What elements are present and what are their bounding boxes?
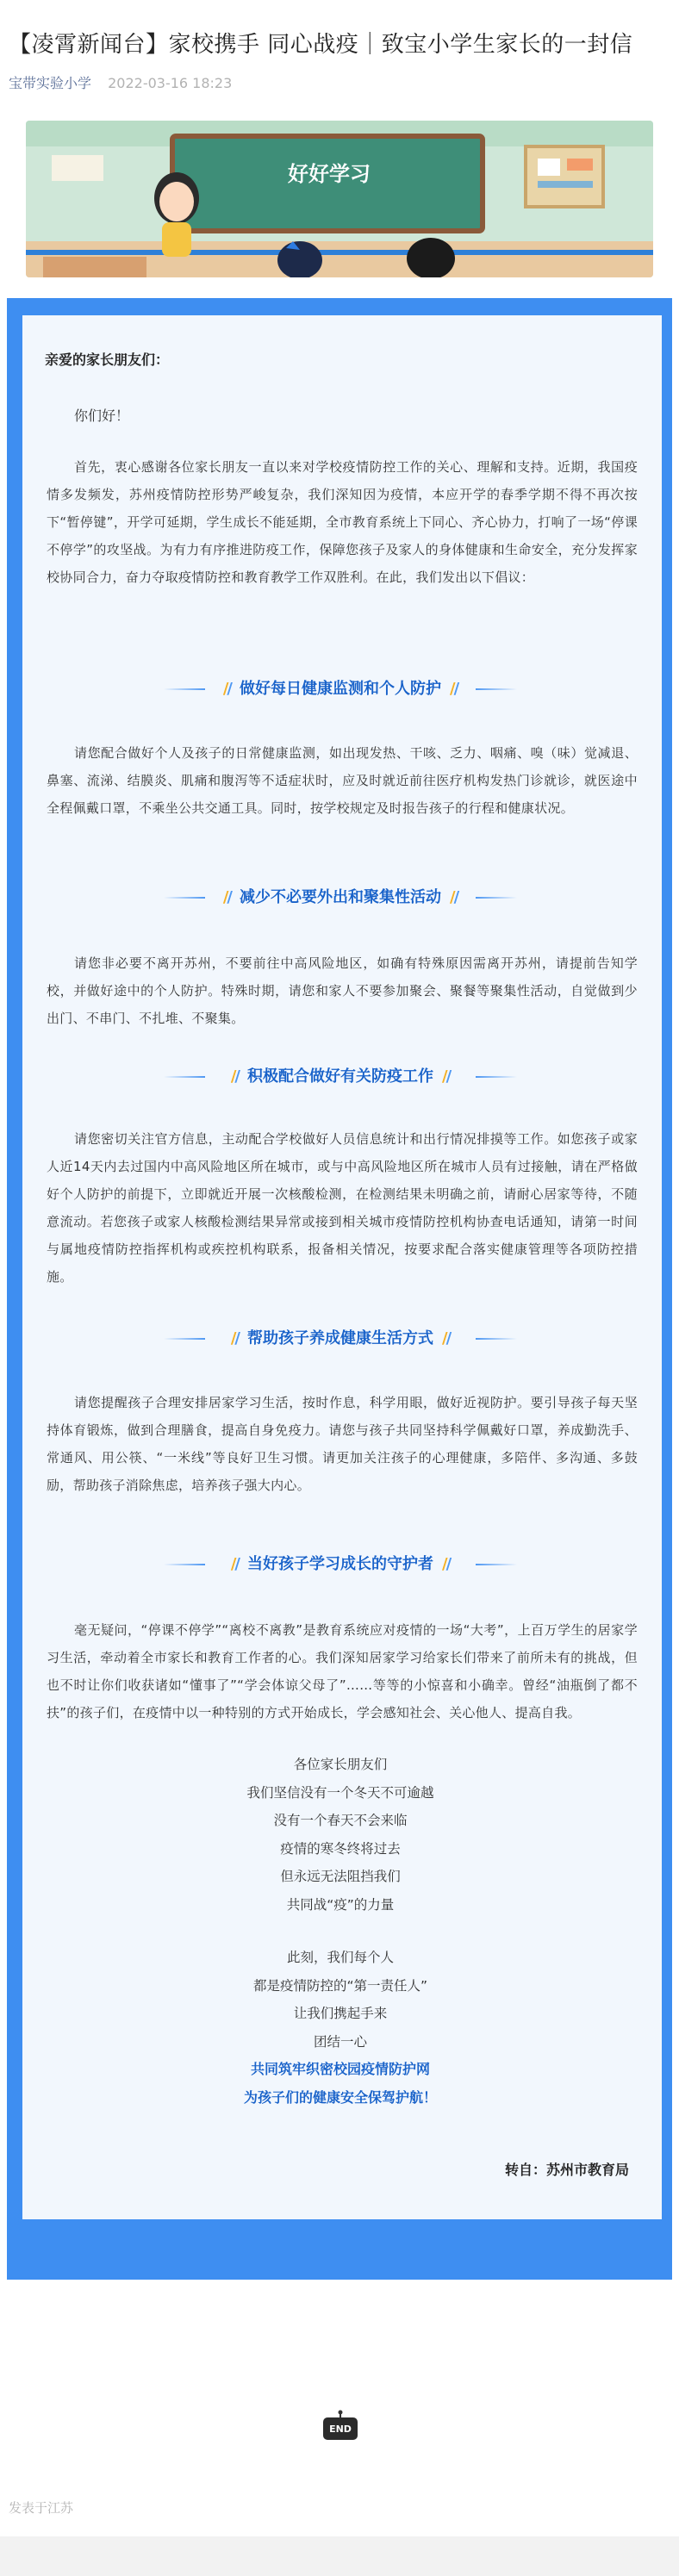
- decor-slash-icon: //: [230, 1067, 239, 1086]
- section-body: 毫无疑问，“停课不停学”“离校不离教”是教育系统应对疫情的一场“大考”，上百万学生的居家学习生活，牵动着全市家长和教育工作者的心。我们深知居家学习给家长们带来了前所未有的挑战，但也不时让你们收获诸如“懂事了”“学会体谅父母了”……等等的小惊喜和小确幸。曾经“油瓶倒了都不扶”的孩子们，在疫情中以一种特别的方式开始成长，学会感知社会、关心他人、提高自我。: [47, 1622, 638, 1720]
- end-label: END: [329, 2424, 352, 2435]
- decor-slash-icon: //: [450, 680, 458, 698]
- article-meta: [9, 72, 232, 92]
- section-heading: // 当好孩子学习成长的守护者 //: [43, 1547, 638, 1582]
- author-link[interactable]: 宝带实验小学: [9, 75, 92, 91]
- publish-date: 2022-03-16 18:23: [108, 75, 233, 91]
- section-body: 请您非必要不离开苏州，不要前往中高风险地区，如确有特殊原因需离开苏州，请提前告知学校，并做好途中的个人防护。特殊时期，请您和家人不要参加聚会、聚餐等聚集性活动，自觉做到少出门、不串门、不扎堆、不聚集。: [47, 955, 638, 1026]
- section-body: 请您密切关注官方信息，主动配合学校做好人员信息统计和出行情况排摸等工作。如您孩子或家人近14天内去过国内中高风险地区所在城市，或与中高风险地区所在城市人员有过接触，请在严格做好个人防护的前提下，立即就近开展一次核酸检测，在检测结果未明确之前，请耐心居家等待，不随意流动。若您孩子或家人核酸检测结果异常或接到相关城市疫情防控机构协查电话通知，请第一时间与属地疫情防控指挥机构或疾控机构联系，报备相关情况，按要求配合落实健康管理等各项防控措施。: [47, 1131, 638, 1285]
- poem-block-1: 各位家长朋友们 我们坚信没有一个冬天不可逾越 没有一个春天不会来临 疫情的寒冬终将过去 但永远无法阻挡我们 共同战“疫”的力量: [246, 1757, 434, 1913]
- publish-location: 发表于江苏: [9, 2500, 74, 2516]
- decor-slash-icon: //: [450, 888, 458, 906]
- decor-slash-icon: //: [442, 1067, 451, 1086]
- classroom-illustration: [26, 121, 653, 277]
- end-badge: [321, 2409, 360, 2443]
- letter-signature: 转自：苏州市教育局: [504, 2162, 629, 2178]
- bottom-bar: [0, 2536, 679, 2576]
- letter-greeting: 你们好！: [74, 408, 130, 424]
- decor-slash-icon: //: [222, 680, 231, 698]
- decor-slash-icon: //: [230, 1329, 239, 1347]
- decor-slash-icon: //: [222, 888, 231, 906]
- section-heading: // 减少不必要外出和聚集性活动 //: [43, 880, 638, 915]
- decor-slash-icon: //: [442, 1329, 451, 1347]
- poem-highlight: 共同筑牢织密校园疫情防护网: [250, 2061, 430, 2077]
- letter-salutation: 亲爱的家长朋友们：: [45, 352, 170, 368]
- poem-block-2: 此刻，我们每个人 都是疫情防控的“第一责任人” 让我们携起手来 团结一心 共同筑牢织密校园疫情防护网 为孩子们的健康安全保驾护航！: [43, 1944, 638, 2112]
- section-body: 请您配合做好个人及孩子的日常健康监测，如出现发热、干咳、乏力、咽痛、嗅（味）觉减退、鼻塞、流涕、结膜炎、肌痛和腹泻等不适症状时，应及时就近前往医疗机构发热门诊就诊，就医途中全程佩戴口罩，不乘坐公共交通工具。同时，按学校规定及时报告孩子的行程和健康状况。: [47, 745, 638, 816]
- banner-image: [26, 121, 653, 277]
- section-heading: // 积极配合做好有关防疫工作 //: [43, 1060, 638, 1094]
- board-text: 好好学习: [288, 162, 371, 186]
- letter-intro: 首先，衷心感谢各位家长朋友一直以来对学校疫情防控工作的关心、理解和支持。近期，我国疫情多发频发，苏州疫情防控形势严峻复杂，我们深知因为疫情，本应开学的春季学期不得不再次按下“暂停键”，开学可延期，学生成长不能延期，全市教育系统上下同心、齐心协力，打响了一场“停课不停学”的攻坚战。为有力有序推进防疫工作，保障您孩子及家人的身体健康和生命安全，充分发挥家校协同合力，奋力夺取疫情防控和教育教学工作双胜利。在此，我们发出以下倡议：: [47, 459, 638, 585]
- end-icon: [321, 2409, 360, 2443]
- section-heading: // 帮助孩子养成健康生活方式 //: [43, 1322, 638, 1356]
- poem-highlight: 为孩子们的健康安全保驾护航！: [243, 2088, 437, 2106]
- article-title: 【凌霄新闻台】家校携手 同心战疫｜致宝小学生家长的一封信: [9, 32, 633, 58]
- section-body: 请您提醒孩子合理安排居家学习生活，按时作息，科学用眼，做好近视防护。要引导孩子每天坚持体育锻炼，做到合理膳食，提高自身免疫力。请您与孩子共同坚持科学佩戴好口罩，养成勤洗手、常通风、用公筷、“一米线”等良好卫生习惯。请更加关注孩子的心理健康，多陪伴、多沟通、多鼓励，帮助孩子消除焦虑，培养孩子强大内心。: [47, 1395, 638, 1493]
- section-heading: // 做好每日健康监测和个人防护 //: [43, 672, 638, 706]
- decor-slash-icon: //: [230, 1555, 239, 1573]
- decor-slash-icon: //: [442, 1555, 451, 1573]
